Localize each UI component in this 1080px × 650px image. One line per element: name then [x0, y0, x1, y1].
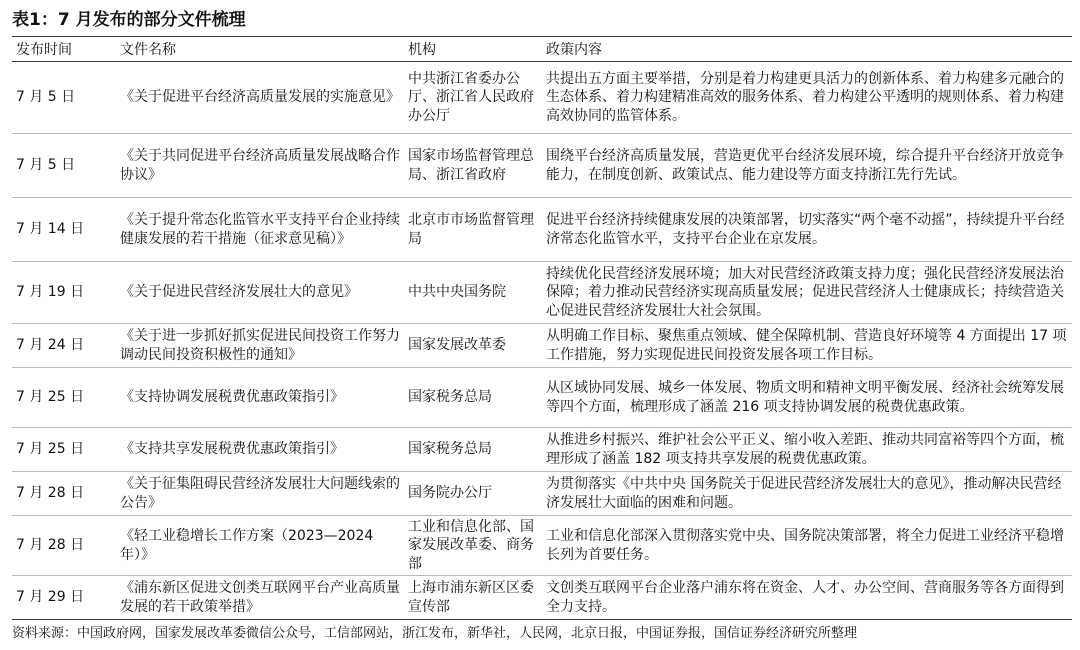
table-row — [12, 576, 1072, 620]
cell-document: 《轻工业稳增长工作方案（2023—2024 年）》 — [116, 516, 404, 576]
cell-date: 7 月 5 日 — [12, 134, 116, 198]
table-row — [12, 516, 1072, 576]
cell-organization: 工业和信息化部、国家发展改革委、商务部 — [404, 516, 542, 576]
cell-document: 《浦东新区促进文创类互联网平台产业高质量发展的若干政策举措》 — [116, 576, 404, 620]
cell-date: 7 月 28 日 — [12, 472, 116, 516]
cell-date: 7 月 14 日 — [12, 198, 116, 262]
cell-organization: 国家税务总局 — [404, 428, 542, 472]
cell-content: 共提出五方面主要举措，分别是着力构建更具活力的创新体系、着力构建多元融合的生态体系、着力构建精准高效的服务体系、着力构建公平透明的规则体系、着力构建高效协同的监管体系。 — [542, 62, 1072, 134]
cell-organization: 上海市浦东新区区委宣传部 — [404, 576, 542, 620]
cell-date: 7 月 29 日 — [12, 576, 116, 620]
cell-content: 从明确工作目标、聚焦重点领域、健全保障机制、营造良好环境等 4 方面提出 17 项工作措施，努力实现促进民间投资发展各项工作目标。 — [542, 324, 1072, 368]
cell-document: 《支持共享发展税费优惠政策指引》 — [116, 428, 404, 472]
cell-organization: 北京市市场监督管理局 — [404, 198, 542, 262]
cell-organization: 国家市场监督管理总局、浙江省政府 — [404, 134, 542, 198]
cell-document: 《关于进一步抓好抓实促进民间投资工作努力调动民间投资积极性的通知》 — [116, 324, 404, 368]
table-row — [12, 134, 1072, 198]
table-row — [12, 62, 1072, 134]
cell-document: 《关于征集阻碍民营经济发展壮大问题线索的公告》 — [116, 472, 404, 516]
cell-organization: 中共中央国务院 — [404, 262, 542, 324]
cell-date: 7 月 5 日 — [12, 62, 116, 134]
table-row — [12, 368, 1072, 428]
table-row — [12, 324, 1072, 368]
policy-table — [12, 36, 1072, 620]
cell-date: 7 月 24 日 — [12, 324, 116, 368]
cell-document: 《关于促进平台经济高质量发展的实施意见》 — [116, 62, 404, 134]
cell-date: 7 月 25 日 — [12, 428, 116, 472]
cell-content: 从推进乡村振兴、维护社会公平正义、缩小收入差距、推动共同富裕等四个方面，梳理形成了涵盖 182 项支持共享发展的税费优惠政策。 — [542, 428, 1072, 472]
cell-document: 《关于促进民营经济发展壮大的意见》 — [116, 262, 404, 324]
cell-document: 《关于共同促进平台经济高质量发展战略合作协议》 — [116, 134, 404, 198]
header-document: 文件名称 — [116, 37, 404, 62]
cell-organization: 国家税务总局 — [404, 368, 542, 428]
cell-content: 围绕平台经济高质量发展，营造更优平台经济发展环境，综合提升平台经济开放竞争能力，在制度创新、政策试点、能力建设等方面支持浙江先行先试。 — [542, 134, 1072, 198]
cell-content: 持续优化民营经济发展环境；加大对民营经济政策支持力度；强化民营经济发展法治保障；着力推动民营经济实现高质量发展；促进民营经济人士健康成长；持续营造关心促进民营经济发展壮大社会氛围。 — [542, 262, 1072, 324]
cell-date: 7 月 19 日 — [12, 262, 116, 324]
table-header-row — [12, 37, 1072, 62]
table-row — [12, 262, 1072, 324]
cell-organization: 国务院办公厅 — [404, 472, 542, 516]
cell-content: 从区域协同发展、城乡一体发展、物质文明和精神文明平衡发展、经济社会统筹发展等四个方面，梳理形成了涵盖 216 项支持协调发展的税费优惠政策。 — [542, 368, 1072, 428]
header-content: 政策内容 — [542, 37, 1072, 62]
table-row — [12, 428, 1072, 472]
cell-date: 7 月 25 日 — [12, 368, 116, 428]
header-organization: 机构 — [404, 37, 542, 62]
table-title: 表1：7 月发布的部分文件梳理 — [12, 10, 246, 30]
cell-document: 《支持协调发展税费优惠政策指引》 — [116, 368, 404, 428]
table-row — [12, 198, 1072, 262]
cell-organization: 中共浙江省委办公厅、浙江省人民政府办公厅 — [404, 62, 542, 134]
header-date: 发布时间 — [12, 37, 116, 62]
table-row — [12, 472, 1072, 516]
cell-document: 《关于提升常态化监管水平支持平台企业持续健康发展的若干措施（征求意见稿）》 — [116, 198, 404, 262]
cell-organization: 国家发展改革委 — [404, 324, 542, 368]
cell-date: 7 月 28 日 — [12, 516, 116, 576]
cell-content: 工业和信息化部深入贯彻落实党中央、国务院决策部署，将全力促进工业经济平稳增长列为首要任务。 — [542, 516, 1072, 576]
cell-content: 促进平台经济持续健康发展的决策部署，切实落实“两个毫不动摇”，持续提升平台经济常态化监管水平，支持平台企业在京发展。 — [542, 198, 1072, 262]
cell-content: 为贯彻落实《中共中央 国务院关于促进民营经济发展壮大的意见》，推动解决民营经济发展壮大面临的困难和问题。 — [542, 472, 1072, 516]
source-note: 资料来源：中国政府网，国家发展改革委微信公众号，工信部网站，浙江发布，新华社，人民网，北京日报，中国证券报，国信证券经济研究所整理 — [12, 626, 858, 641]
cell-content: 文创类互联网平台企业落户浦东将在资金、人才、办公空间、营商服务等各方面得到全力支持。 — [542, 576, 1072, 620]
